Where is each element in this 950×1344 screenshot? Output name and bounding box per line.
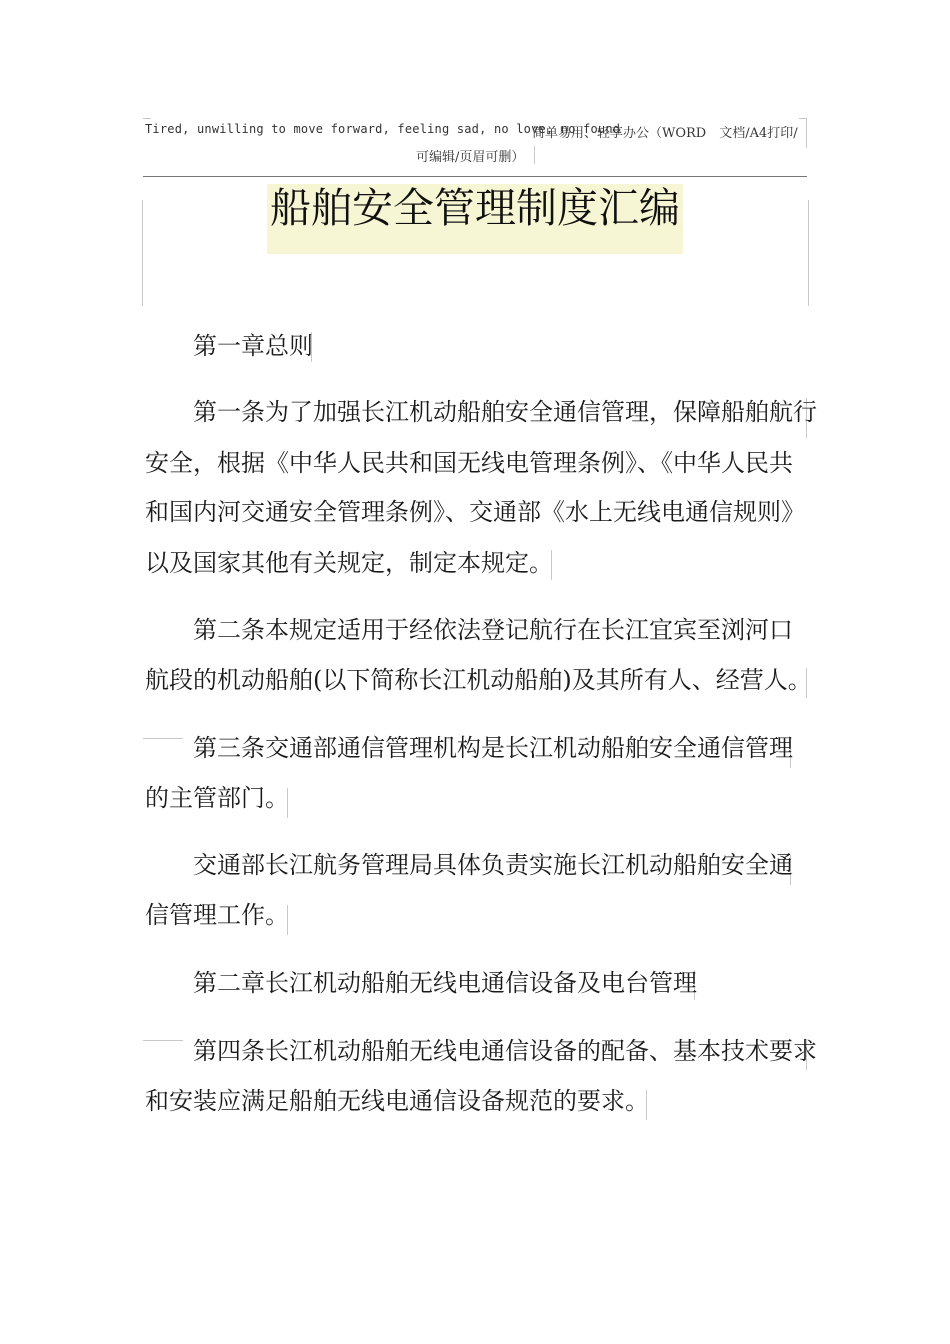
article-2-line-2: 航段的机动船舶(以下简称长江机动船舶)及其所有人、经营人。 — [145, 666, 812, 694]
article-4-line-2: 和安装应满足船舶无线电通信设备规范的要求。 — [145, 1087, 649, 1115]
article-3b-line-1: 交通部长江航务管理局具体负责实施长江机动船舶安全通 — [193, 851, 793, 879]
article-1-line-2: 安全，根据《中华人民共和国无线电管理条例》、《中华人民共 — [145, 449, 793, 477]
layout-tick — [143, 1040, 183, 1041]
header-note-line-2: 可编辑/页眉可删） — [416, 150, 525, 165]
layout-tick — [143, 118, 151, 119]
article-2-line-1: 第二条本规定适用于经依法登记航行在长江宜宾至浏河口 — [193, 616, 793, 644]
article-4-line-1: 第四条长江机动船舶无线电通信设备的配备、基本技术要求 — [193, 1037, 817, 1065]
layout-tick — [142, 200, 143, 306]
layout-tick — [808, 200, 809, 306]
header-note-line-1: 简单易用、轻享办公（WORD 文档/A4打印/ — [532, 126, 798, 141]
article-1-line-4: 以及国家其他有关规定，制定本规定。 — [145, 549, 553, 577]
document-title: 船舶安全管理制度汇编 — [270, 184, 680, 232]
chapter-1-heading: 第一章总则 — [193, 332, 313, 360]
layout-tick — [534, 146, 535, 164]
layout-tick — [143, 738, 183, 739]
header-english-text: Tired, unwilling to move forward, feeling sad, no love, no found — [145, 122, 621, 136]
header-rule — [143, 176, 807, 177]
layout-tick — [806, 118, 807, 148]
article-1-line-3: 和国内河交通安全管理条例》、交通部《水上无线电通信规则》 — [145, 498, 805, 526]
chapter-2-heading: 第二章长江机动船舶无线电通信设备及电台管理 — [193, 969, 697, 997]
article-3-line-1: 第三条交通部通信管理机构是长江机动船舶安全通信管理 — [193, 734, 793, 762]
article-3-line-2: 的主管部门。 — [145, 784, 289, 812]
article-3b-line-2: 信管理工作。 — [145, 901, 289, 929]
article-1-line-1: 第一条为了加强长江机动船舶安全通信管理，保障船舶航行 — [193, 398, 817, 426]
